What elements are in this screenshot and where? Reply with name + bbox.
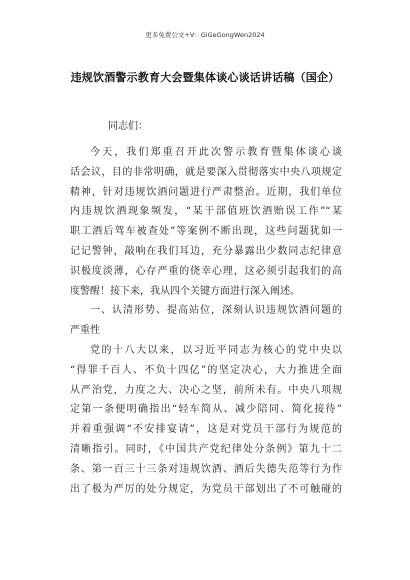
paragraph-1 <box>70 143 342 301</box>
header-note: 更多免费公文+V：GiGeGongWen2024 <box>145 31 265 39</box>
text-line: 严重性 <box>70 325 100 337</box>
text-line: “得罪千百人、不负十四亿”的坚定决心，大力推进全面 <box>70 364 342 376</box>
text-line: 条、第一百三十三条对违规饮酒、酒后失德失范等行为作 <box>70 463 342 475</box>
text-line: 记记警钟，敲响在我们耳边，充分暴露出少数同志纪律意 <box>70 245 342 257</box>
text-line: 并着重强调“不安排宴请”，这是对党员干部行为规范的 <box>70 424 342 436</box>
text-line: 一、认清形势、提高站位，深刻认识违规饮酒问题的 <box>90 305 342 317</box>
text-line: 从严治党，力度之大、决心之坚，前所未有。中央八项规 <box>70 384 342 396</box>
text-line: 清晰指引。同时，《中国共产党纪律处分条例》第九十二 <box>70 443 342 455</box>
text-line: 出了极为严厉的处分规定，为党员干部划出了不可触碰的 <box>70 483 342 495</box>
text-line: 内违规饮酒现象频发，“某干部值班饮酒贻误工作”“某 <box>70 206 342 218</box>
greeting: 同志们： <box>108 121 148 132</box>
document-title: 违规饮酒警示教育大会暨集体谈心谈话讲话稿（国企） <box>70 71 340 84</box>
text-line: 度警醒！接下来，我从四个关键方面进行深入阐述。 <box>70 285 300 297</box>
text-line: 今天，我们郑重召开此次警示教育暨集体谈心谈 <box>90 147 342 158</box>
text-line: 精神，针对违规饮酒问题进行严肃整治。近期，我们单位 <box>70 186 342 198</box>
document-body <box>70 117 342 499</box>
section-heading-1 <box>70 301 342 341</box>
text-line: 话会议，目的非常明确，就是要深入贯彻落实中央八项规定 <box>70 166 342 178</box>
paragraph-2 <box>70 341 342 499</box>
text-line: 识极度淡薄，心存严重的侥幸心理，这必须引起我们的高 <box>70 265 342 277</box>
text-line: 职工酒后驾车被查处”等案例不断出现，这些问题犹如一 <box>70 226 342 238</box>
text-line: 党的十八大以来，以习近平同志为核心的党中央以 <box>90 344 342 356</box>
text-line: 定第一条便明确指出“轻车简从、减少陪同、简化接待” <box>70 404 342 416</box>
